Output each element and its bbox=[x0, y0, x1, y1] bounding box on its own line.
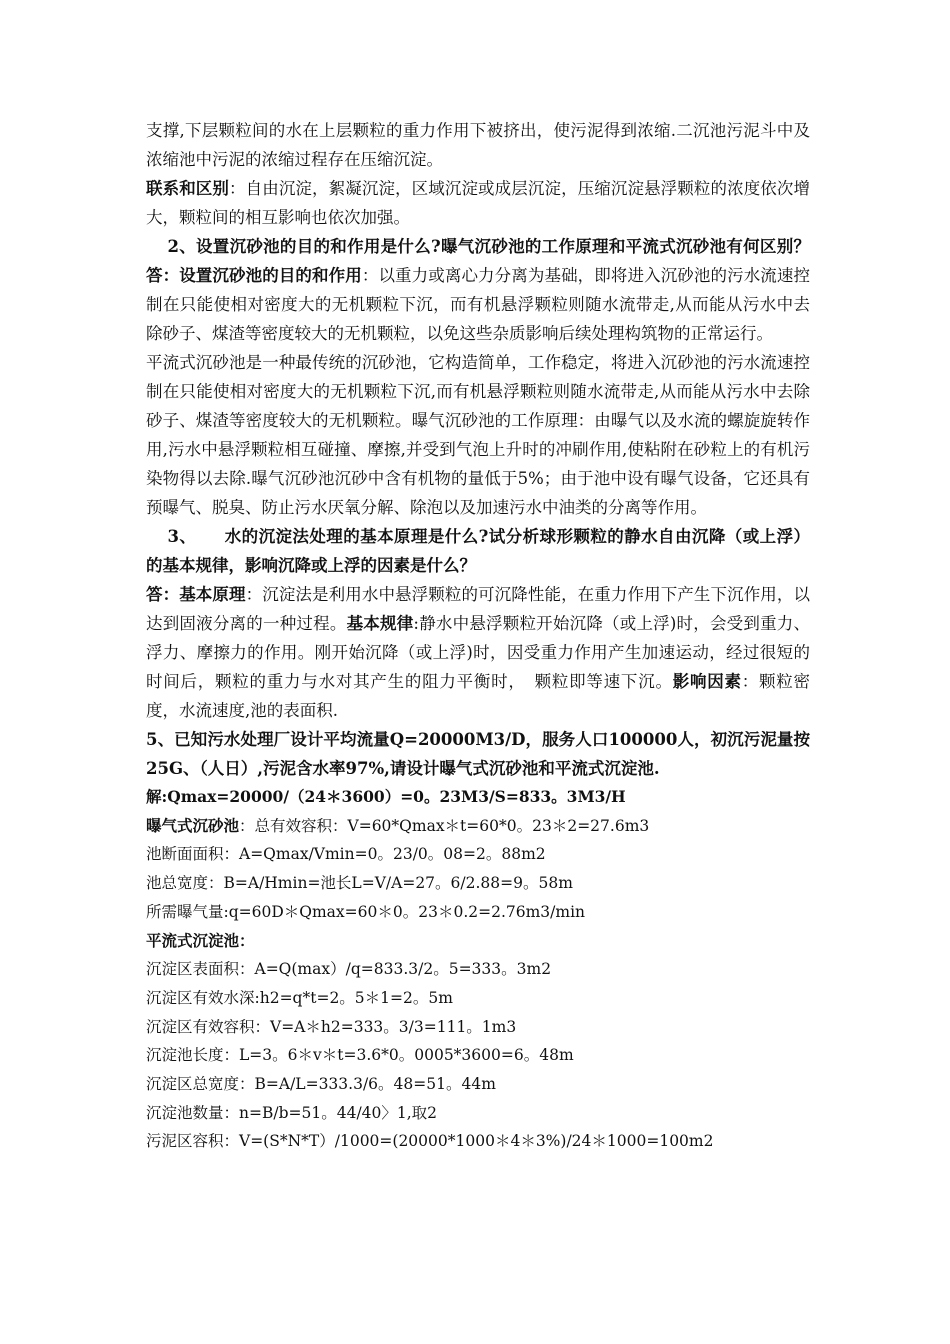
calc-line: 池断面面积：A=Qmax/Vmin=0。23/0。08=2。88m2 bbox=[146, 845, 546, 864]
calc-line: 污泥区容积：V=(S*N*T）/1000=(20000*1000＊4＊3%)/24＊1000=100m2 bbox=[146, 1132, 714, 1151]
calc-line: 沉淀区有效容积：V=A＊h2=333。3/3=111。1m3 bbox=[146, 1017, 517, 1036]
relation-label: 联系和区别 bbox=[146, 179, 230, 198]
calc-line: 沉淀区表面积：A=Q(max）/q=833.3/2。5=333。3m2 bbox=[146, 960, 552, 979]
calc-line: 池总宽度：B=A/Hmin=池长L=V/A=27。6/2.88=9。58m bbox=[146, 874, 573, 893]
paragraph-compression-settling: 支撑,下层颗粒间的水在上层颗粒的重力作用下被挤出，使污泥得到浓缩.二沉池污泥斗中及浓缩池中污泥的浓缩过程存在压缩沉淀。 bbox=[146, 121, 810, 169]
document-body bbox=[146, 116, 810, 1156]
aerated-grit-chamber-line: 曝气式沉砂池：总有效容积：V=60*Qmax＊t=60*0。23＊2=27.6m3 bbox=[146, 815, 650, 835]
question-3-answer: 答：基本原理：沉淀法是利用水中悬浮颗粒的可沉降性能，在重力作用下产生下沉作用，以达到固液分离的一种过程。基本规律:静水中悬浮颗粒开始沉降（或上浮)时，会受到重力、浮力、摩擦力的作用。刚开始沉降（或上浮)时，因受重力作用产生加速运动，经过很短的时间后，颗粒的重力与水对其产生的阻力平衡时， 颗粒即等速下沉。影响因素：颗粒密度，水流速度,池的表面积. bbox=[146, 585, 811, 720]
calc-line: 沉淀池数量：n=B/b=51。44/40〉1,取2 bbox=[146, 1103, 438, 1122]
paragraph-relation-difference: 联系和区别：自由沉淀，絮凝沉淀，区域沉淀或成层沉淀，压缩沉淀悬浮颗粒的浓度依次增大，颗粒间的相互影响也依次加强。 bbox=[146, 179, 811, 227]
flow-sedimentation-heading: 平流式沉淀池： bbox=[146, 930, 255, 950]
question-2-answer: ：以重力或离心力分离为基础，即将进入沉砂池的污水流速控制在只能使相对密度大的无机颗粒下沉，而有机悬浮颗粒则随水流带走,从而能从污水中去除砂子、煤渣等密度较大的无机颗粒，以免这些杂质影响后续处理构筑物的正常运行。 bbox=[146, 266, 811, 343]
solution-line: 解:Qmax=20000/（24＊3600）=0。23M3/S=833。3M3/H bbox=[146, 787, 626, 806]
question-3-heading: 3、 水的沉淀法处理的基本原理是什么?试分析球形颗粒的静水自由沉降（或上浮）的基本规律，影响沉降或上浮的因素是什么？ bbox=[146, 527, 810, 575]
question-2 bbox=[146, 232, 810, 348]
question-2-heading: 2、设置沉砂池的目的和作用是什么?曝气沉砂池的工作原理和平流式沉砂池有何区别？答：设置沉砂池的目的和作用 bbox=[146, 237, 810, 285]
paragraph-grit-chamber-comparison: 平流式沉砂池是一种最传统的沉砂池，它构造简单，工作稳定，将进入沉砂池的污水流速控制在只能使相对密度大的无机颗粒下沉,而有机悬浮颗粒则随水流带走,从而能从污水中去除砂子、煤渣等密度较大的无机颗粒。曝气沉砂池的工作原理：由曝气以及水流的螺旋旋转作用,污水中悬浮颗粒相互碰撞、摩擦,并受到气泡上升时的冲刷作用,使粘附在砂粒上的有机污染物得以去除.曝气沉砂池沉砂中含有机物的量低于5%；由于池中设有曝气设备，它还具有预曝气、脱臭、防止污水厌氧分解、除泡以及加速污水中油类的分离等作用。 bbox=[146, 353, 810, 517]
question-5-heading: 5、已知污水处理厂设计平均流量Q=20000M3/D，服务人口100000人，初沉污泥量按25G、（人日）,污泥含水率97%,请设计曝气式沉砂池和平流式沉淀池. bbox=[146, 730, 810, 778]
calc-line: 所需曝气量:q=60D＊Qmax=60＊0。23＊0.2=2.76m3/min bbox=[146, 902, 586, 921]
calc-line: 沉淀区有效水深:h2=q*t=2。5＊1=2。5m bbox=[146, 988, 453, 1007]
calc-line: 沉淀池长度：L=3。6＊v＊t=3.6*0。0005*3600=6。48m bbox=[146, 1046, 574, 1065]
calc-line: 沉淀区总宽度：B=A/L=333.3/6。48=51。44m bbox=[146, 1075, 496, 1094]
